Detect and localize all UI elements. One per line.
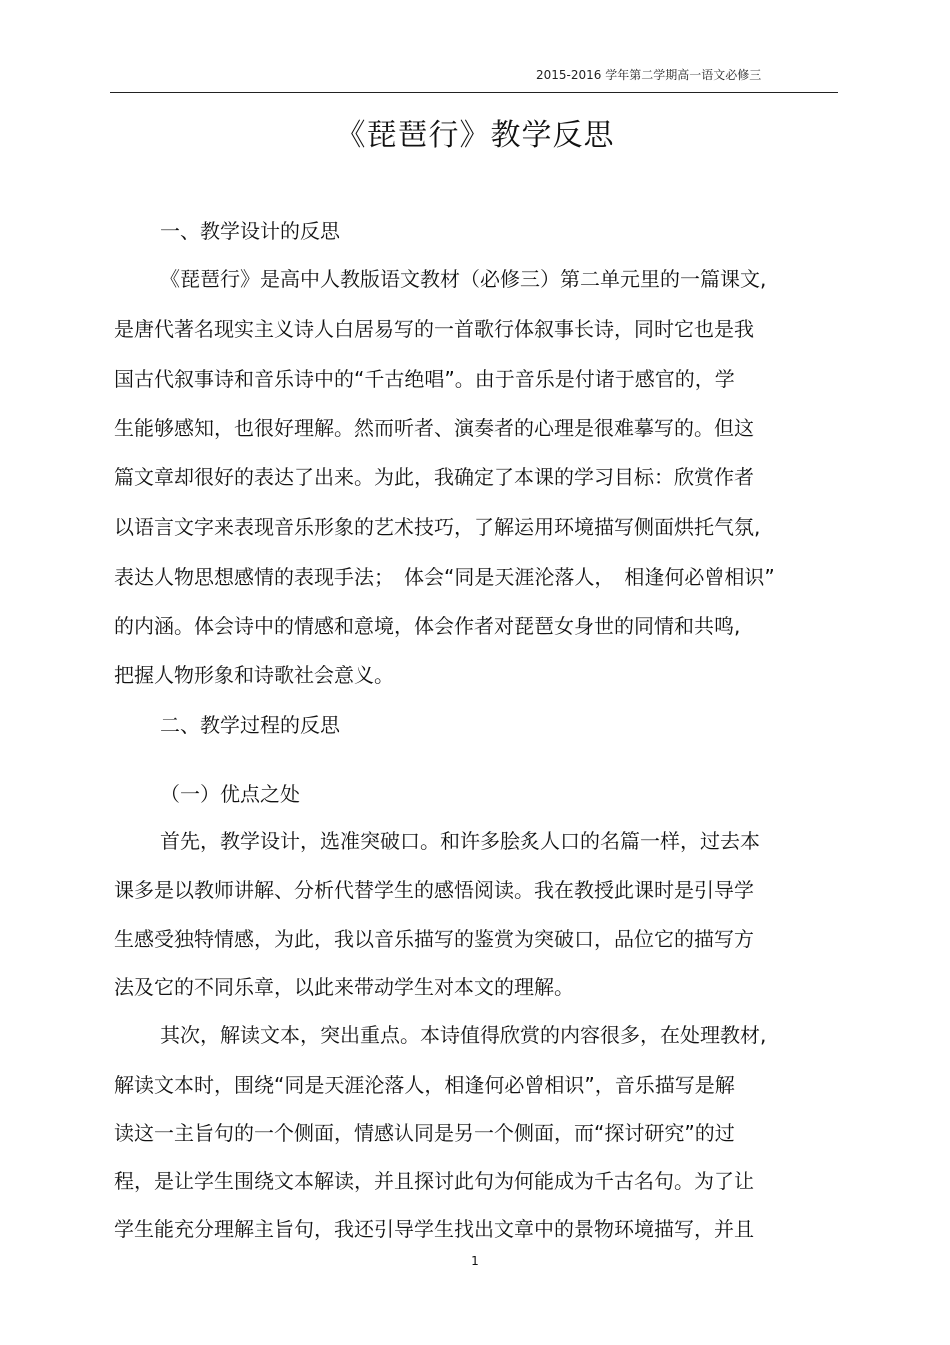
- paragraph-line: 把握人物形象和诗歌社会意义。: [114, 663, 394, 687]
- section-heading-1: 一、教学设计的反思: [160, 219, 340, 243]
- page-number: 1: [471, 1254, 479, 1268]
- paragraph-line: 篇文章却很好的表达了出来。为此，我确定了本课的学习目标：欣赏作者: [114, 465, 754, 489]
- subsection-heading: （一）优点之处: [160, 782, 300, 806]
- paragraph-line: 程，是让学生围绕文本解读，并且探讨此句为何能成为千古名句。为了让: [114, 1169, 754, 1193]
- paragraph-line: 以语言文字来表现音乐形象的艺术技巧，了解运用环境描写侧面烘托气氛,: [114, 515, 761, 539]
- header-divider: [110, 92, 838, 93]
- paragraph-line: 首先，教学设计，选准突破口。和许多脍炙人口的名篇一样，过去本: [160, 829, 760, 853]
- paragraph-line: 《琵琶行》是高中人教版语文教材（必修三）第二单元里的一篇课文,: [160, 267, 767, 291]
- paragraph-line: 其次，解读文本，突出重点。本诗值得欣赏的内容很多，在处理教材,: [160, 1023, 767, 1047]
- document-title: 《琵琶行》教学反思: [335, 118, 615, 153]
- paragraph-line: 生能够感知，也很好理解。然而听者、演奏者的心理是很难摹写的。但这: [114, 416, 754, 440]
- paragraph-line: 学生能充分理解主旨句，我还引导学生找出文章中的景物环境描写，并且: [114, 1217, 754, 1241]
- paragraph-line: 解读文本时，围绕“同是天涯沦落人，相逢何必曾相识”，音乐描写是解: [114, 1073, 735, 1097]
- paragraph-line: 国古代叙事诗和音乐诗中的“千古绝唱”。由于音乐是付诸于感官的，学: [114, 367, 735, 391]
- running-header: 2015-2016 学年第二学期高一语文必修三: [536, 68, 762, 82]
- paragraph-line: 课多是以教师讲解、分析代替学生的感悟阅读。我在教授此课时是引导学: [114, 878, 754, 902]
- paragraph-line: 读这一主旨句的一个侧面，情感认同是另一个侧面，而“探讨研究”的过: [114, 1121, 735, 1145]
- paragraph-line: 法及它的不同乐章，以此来带动学生对本文的理解。: [114, 975, 574, 999]
- section-heading-2: 二、教学过程的反思: [160, 713, 340, 737]
- paragraph-line: 是唐代著名现实主义诗人白居易写的一首歌行体叙事长诗，同时它也是我: [114, 317, 754, 341]
- paragraph-line: 的内涵。体会诗中的情感和意境，体会作者对琵琶女身世的同情和共鸣,: [114, 614, 741, 638]
- paragraph-line: 表达人物思想感情的表现手法； 体会“同是天涯沦落人， 相逢何必曾相识”: [114, 565, 775, 589]
- paragraph-line: 生感受独特情感，为此，我以音乐描写的鉴赏为突破口，品位它的描写方: [114, 927, 754, 951]
